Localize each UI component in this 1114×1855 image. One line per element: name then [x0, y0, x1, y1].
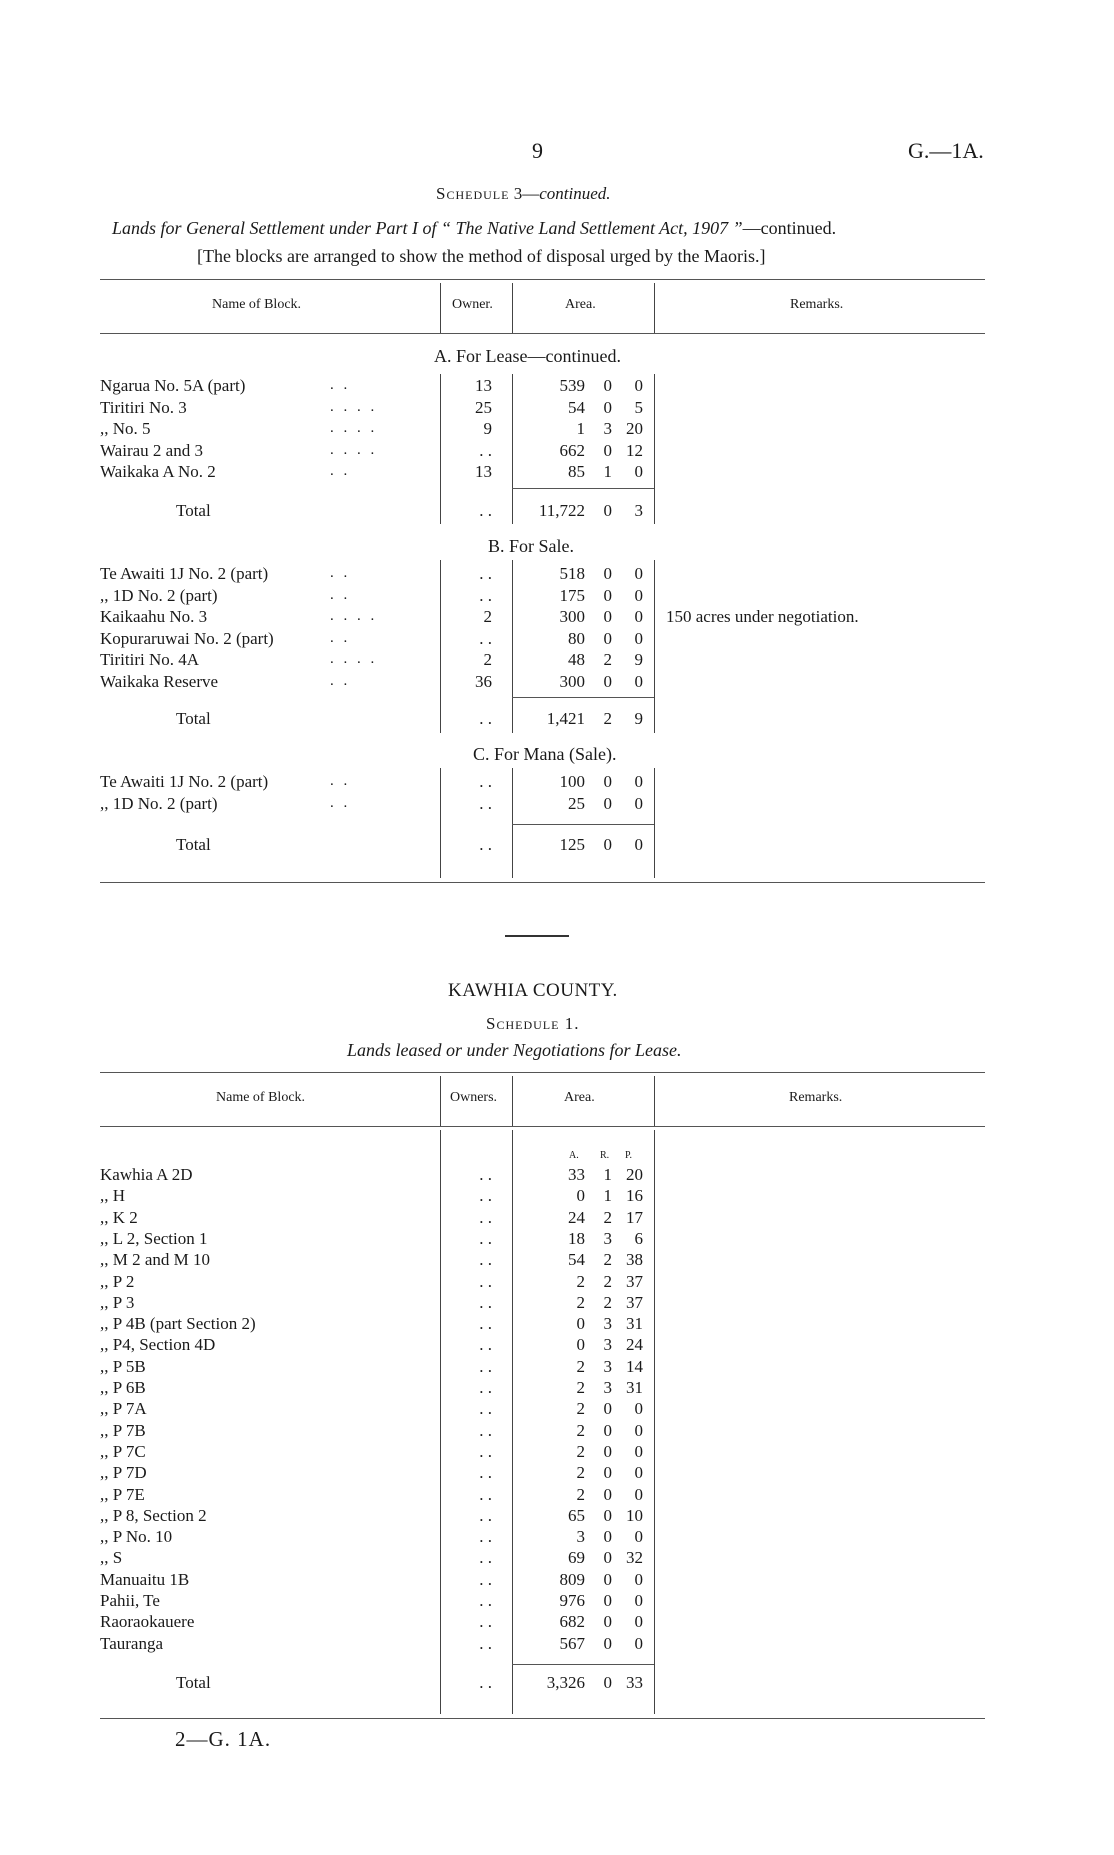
area-roods: 0 — [603, 376, 612, 395]
kawhia-schedule-title: Schedule 1. — [486, 1014, 580, 1033]
area-roods: 2 — [603, 1271, 612, 1291]
leader-dots: . . . . — [330, 398, 378, 415]
block-name: Te Awaiti 1J No. 2 (part) — [100, 564, 269, 583]
area-roods: 0 — [603, 1548, 612, 1568]
schedule-3-note: [The blocks are arranged to show the method of disposal urged by the Maoris.] — [197, 246, 766, 266]
total-row — [0, 708, 1114, 729]
area-roods: 3 — [603, 1228, 612, 1248]
table-row — [0, 1526, 1114, 1547]
area-perches: 0 — [634, 628, 643, 648]
block-name: Kaikaahu No. 3 — [100, 607, 208, 626]
area-acres: 300 — [559, 671, 585, 691]
owner-count: . . — [479, 1505, 492, 1525]
unit-perches: P. — [625, 1150, 632, 1161]
table-row — [0, 1633, 1114, 1654]
area-roods: 0 — [603, 564, 612, 583]
area-perches: 0 — [634, 793, 643, 813]
footer-signature: 2—G. 1A. — [175, 1727, 272, 1751]
table-row — [0, 397, 1114, 418]
section-separator — [505, 935, 569, 937]
area-perches: 0 — [634, 1420, 643, 1440]
block-name: Te Awaiti 1J No. 2 (part) — [100, 772, 269, 791]
area-acres: 3 — [576, 1527, 585, 1547]
owner-count: . . — [479, 1420, 492, 1440]
table-row — [0, 671, 1114, 692]
area-roods: 0 — [603, 835, 612, 854]
area-acres: 518 — [559, 564, 585, 583]
block-name: ,, P 4B (part Section 2) — [100, 1314, 256, 1334]
area-perches: 24 — [626, 1335, 643, 1355]
area-roods: 0 — [603, 440, 612, 460]
area-acres: 125 — [559, 835, 585, 854]
leader-dots: . . — [330, 773, 351, 789]
area-perches: 31 — [626, 1314, 643, 1334]
area-acres: 1,421 — [546, 709, 585, 728]
area-roods: 2 — [603, 650, 612, 669]
table-row — [0, 1547, 1114, 1568]
area-perches: 0 — [634, 1633, 643, 1653]
owner-count: 13 — [475, 462, 492, 481]
table-row — [0, 628, 1114, 649]
area-perches: 0 — [634, 772, 643, 791]
area-acres: 2 — [576, 1463, 585, 1483]
block-name: ,, P No. 10 — [100, 1527, 173, 1547]
area-acres: 567 — [559, 1633, 585, 1653]
area-acres: 11,722 — [538, 501, 585, 520]
table2-bottom-rule — [100, 1718, 985, 1719]
owner-count: . . — [479, 1441, 492, 1461]
area-acres: 175 — [559, 585, 585, 605]
area-acres: 2 — [576, 1484, 585, 1504]
table-row — [0, 771, 1114, 792]
block-name: Tiritiri No. 4A — [100, 650, 200, 669]
area-acres: 2 — [576, 1271, 585, 1291]
owner-count: 2 — [483, 607, 492, 626]
block-name: Manuaitu 1B — [100, 1569, 190, 1589]
owner-count: . . — [479, 1569, 492, 1589]
area-acres: 662 — [559, 440, 585, 460]
total-row — [0, 1672, 1114, 1693]
block-name: ,, K 2 — [100, 1207, 138, 1227]
leader-dots: . . . . — [330, 651, 378, 667]
subtitle-continued: —continued. — [742, 218, 837, 238]
leader-dots: . . . . — [330, 420, 378, 436]
block-name: Total — [176, 1673, 211, 1692]
leader-dots: . . . . — [330, 441, 378, 458]
table-row — [0, 1164, 1114, 1185]
area-acres: 3,326 — [546, 1673, 585, 1692]
area-acres: 809 — [559, 1569, 585, 1589]
area-acres: 2 — [576, 1399, 585, 1419]
owner-count: . . — [479, 1292, 492, 1312]
area-perches: 38 — [626, 1250, 643, 1270]
leader-dots: . . — [330, 377, 351, 393]
unit-acres: A. — [569, 1150, 579, 1161]
area-acres: 65 — [568, 1505, 585, 1525]
area-acres: 1 — [576, 419, 585, 438]
owner-count: . . — [479, 1484, 492, 1504]
area-acres: 300 — [559, 607, 585, 626]
area-perches: 20 — [626, 419, 643, 438]
owner-count: . . — [479, 1271, 492, 1291]
area-roods: 2 — [603, 1292, 612, 1312]
block-name: ,, 1D No. 2 (part) — [100, 793, 218, 813]
leader-dots: . . — [330, 794, 351, 811]
table-row — [0, 1292, 1114, 1313]
owner-count: . . — [479, 1463, 492, 1483]
leader-dots: . . — [330, 629, 351, 646]
area-acres: 33 — [568, 1165, 585, 1184]
owner-count: . . — [479, 1207, 492, 1227]
table2-top-rule — [100, 1072, 985, 1073]
block-name: Waikaka Reserve — [100, 671, 219, 691]
kawhia-col-header-owners: Owners. — [450, 1090, 498, 1105]
area-perches: 9 — [634, 650, 643, 669]
owner-count: . . — [479, 1591, 492, 1610]
area-roods: 0 — [603, 628, 612, 648]
block-name: Total — [176, 835, 211, 854]
owner-count: . . — [479, 585, 492, 605]
owner-count: . . — [479, 1314, 492, 1334]
block-name: Total — [176, 709, 211, 728]
area-acres: 0 — [576, 1314, 585, 1334]
leader-dots: . . . . — [330, 608, 378, 624]
kawhia-subtitle: Lands leased or under Negotiations for Lease. — [347, 1040, 682, 1060]
table1-bottom-rule — [100, 882, 985, 883]
block-name: Kawhia A 2D — [100, 1165, 193, 1184]
owner-count: . . — [479, 628, 492, 648]
table-row — [0, 563, 1114, 584]
owner-count: . . — [479, 1378, 492, 1397]
table-row — [0, 606, 1114, 627]
remarks: 150 acres under negotiation. — [666, 607, 859, 626]
block-name: ,, P 7E — [100, 1484, 145, 1504]
table-row — [0, 1420, 1114, 1441]
area-perches: 37 — [626, 1271, 643, 1291]
area-roods: 0 — [603, 1399, 612, 1419]
area-roods: 0 — [603, 1420, 612, 1440]
table-row — [0, 1441, 1114, 1462]
area-roods: 0 — [603, 1505, 612, 1525]
block-name: Raoraokauere — [100, 1612, 195, 1632]
table-row — [0, 1505, 1114, 1526]
col-header-name: Name of Block. — [212, 297, 302, 312]
area-acres: 0 — [576, 1186, 585, 1206]
area-roods: 2 — [603, 1250, 612, 1270]
block-name: ,, P 7B — [100, 1420, 146, 1440]
area-acres: 2 — [576, 1441, 585, 1461]
block-name: ,, L 2, Section 1 — [100, 1228, 208, 1248]
table1-top-rule — [100, 279, 985, 280]
owner-count: . . — [479, 1612, 492, 1632]
col-header-area: Area. — [565, 297, 596, 312]
owner-count: . . — [479, 1673, 492, 1692]
subtitle-italic: Lands for General Settlement under Part I of “ The Native Land Settlement Act, 1907 ” — [112, 218, 743, 238]
owner-count: . . — [479, 1399, 492, 1419]
area-perches: 32 — [626, 1548, 643, 1568]
table-row — [0, 461, 1114, 482]
schedule-number: 3— — [513, 184, 540, 203]
area-roods: 0 — [603, 1441, 612, 1461]
area-roods: 0 — [603, 1484, 612, 1504]
area-acres: 976 — [559, 1591, 585, 1610]
area-acres: 80 — [568, 628, 585, 648]
area-roods: 0 — [603, 1527, 612, 1547]
area-roods: 0 — [603, 585, 612, 605]
area-perches: 31 — [626, 1378, 643, 1397]
area-roods: 2 — [603, 1207, 612, 1227]
area-acres: 54 — [568, 1250, 585, 1270]
block-name: ,, P 7A — [100, 1399, 147, 1419]
area-roods: 0 — [603, 397, 612, 417]
table-row — [0, 585, 1114, 606]
block-name: ,, S — [100, 1548, 123, 1568]
owner-count: 13 — [475, 376, 492, 395]
area-perches: 0 — [634, 462, 643, 481]
owner-count: 25 — [475, 397, 492, 417]
owner-count: . . — [479, 1250, 492, 1270]
area-perches: 0 — [634, 1441, 643, 1461]
area-acres: 54 — [568, 397, 585, 417]
area-acres: 682 — [559, 1612, 585, 1632]
block-name: Waikaka A No. 2 — [100, 462, 216, 481]
owner-count: 36 — [475, 671, 492, 691]
area-perches: 0 — [634, 585, 643, 605]
area-perches: 17 — [626, 1207, 643, 1227]
leader-dots: . . — [330, 565, 351, 581]
area-perches: 10 — [626, 1505, 643, 1525]
owner-count: . . — [479, 1527, 492, 1547]
block-name: ,, P 2 — [100, 1271, 135, 1291]
area-roods: 0 — [603, 1569, 612, 1589]
area-acres: 100 — [559, 772, 585, 791]
col-header-owner: Owner. — [452, 297, 493, 312]
unit-roods: R. — [600, 1150, 610, 1161]
block-name: ,, M 2 and M 10 — [100, 1250, 211, 1270]
area-roods: 0 — [603, 1673, 612, 1692]
block-name: ,, H — [100, 1186, 126, 1206]
leader-dots: . . — [330, 672, 351, 689]
owner-count: . . — [479, 564, 492, 583]
section-a-heading: A. For Lease—continued. — [434, 346, 621, 366]
total-row — [0, 834, 1114, 855]
area-perches: 12 — [626, 440, 643, 460]
leader-dots: . . — [330, 586, 351, 603]
area-perches: 0 — [634, 671, 643, 691]
schedule-3-subtitle — [112, 218, 836, 239]
area-roods: 0 — [603, 671, 612, 691]
table-row — [0, 1249, 1114, 1270]
table-row — [0, 793, 1114, 814]
block-name: Tiritiri No. 3 — [100, 397, 187, 417]
area-roods: 0 — [603, 772, 612, 791]
area-roods: 0 — [603, 1591, 612, 1610]
block-name: ,, P 3 — [100, 1292, 135, 1312]
block-name: ,, 1D No. 2 (part) — [100, 585, 218, 605]
block-name: ,, P 7C — [100, 1441, 146, 1461]
area-roods: 3 — [603, 1356, 612, 1376]
area-roods: 3 — [603, 1335, 612, 1355]
owner-count: 9 — [483, 419, 492, 438]
area-perches: 33 — [626, 1673, 643, 1692]
table-row — [0, 1356, 1114, 1377]
area-perches: 0 — [634, 835, 643, 854]
area-roods: 0 — [603, 501, 612, 520]
area-roods: 0 — [603, 1633, 612, 1653]
area-roods: 0 — [603, 1612, 612, 1632]
area-perches: 0 — [634, 1463, 643, 1483]
area-perches: 5 — [634, 397, 643, 417]
area-perches: 0 — [634, 1569, 643, 1589]
table-row — [0, 649, 1114, 670]
table-row — [0, 1569, 1114, 1590]
kawhia-col-header-remarks: Remarks. — [789, 1090, 843, 1105]
area-roods: 1 — [603, 1165, 612, 1184]
kawhia-col-header-name: Name of Block. — [216, 1090, 306, 1105]
block-name: Total — [176, 501, 211, 520]
page-number: 9 — [532, 138, 543, 163]
table-row — [0, 1398, 1114, 1419]
owner-count: . . — [479, 1356, 492, 1376]
area-perches: 20 — [626, 1165, 643, 1184]
leader-dots: . . — [330, 463, 351, 479]
owner-count: 2 — [483, 650, 492, 669]
area-acres: 539 — [559, 376, 585, 395]
owner-count: . . — [479, 501, 492, 520]
schedule-3-title — [436, 184, 611, 204]
area-perches: 9 — [634, 709, 643, 728]
area-acres: 2 — [576, 1292, 585, 1312]
area-perches: 14 — [626, 1356, 643, 1376]
table-row — [0, 1377, 1114, 1398]
block-name: Ngarua No. 5A (part) — [100, 376, 246, 395]
area-acres: 85 — [568, 462, 585, 481]
owner-count: . . — [479, 1165, 492, 1184]
county-title: KAWHIA COUNTY. — [448, 980, 618, 1001]
area-roods: 3 — [603, 1378, 612, 1397]
area-acres: 25 — [568, 793, 585, 813]
table-row — [0, 418, 1114, 439]
area-perches: 0 — [634, 607, 643, 626]
area-roods: 1 — [603, 462, 612, 481]
block-name: ,, No. 5 — [100, 419, 151, 438]
area-roods: 2 — [603, 709, 612, 728]
table-row — [0, 1185, 1114, 1206]
table-row — [0, 1313, 1114, 1334]
table-row — [0, 1590, 1114, 1611]
table2-header-rule — [100, 1126, 985, 1127]
area-perches: 3 — [634, 501, 643, 520]
area-roods: 0 — [603, 793, 612, 813]
table-row — [0, 1207, 1114, 1228]
area-perches: 0 — [634, 1527, 643, 1547]
area-roods: 1 — [603, 1186, 612, 1206]
area-perches: 37 — [626, 1292, 643, 1312]
table-row — [0, 1484, 1114, 1505]
area-roods: 3 — [603, 1314, 612, 1334]
area-acres: 48 — [568, 650, 585, 669]
area-acres: 0 — [576, 1335, 585, 1355]
area-perches: 0 — [634, 1612, 643, 1632]
area-roods: 0 — [603, 1463, 612, 1483]
owner-count: . . — [479, 1548, 492, 1568]
owner-count: . . — [479, 709, 492, 728]
table-row — [0, 440, 1114, 461]
table-row — [0, 1462, 1114, 1483]
area-perches: 0 — [634, 1484, 643, 1504]
block-name: Wairau 2 and 3 — [100, 440, 203, 460]
area-perches: 16 — [626, 1186, 643, 1206]
table-row — [0, 1611, 1114, 1632]
table-row — [0, 1271, 1114, 1292]
owner-count: . . — [479, 1228, 492, 1248]
block-name: Tauranga — [100, 1633, 163, 1653]
area-roods: 3 — [603, 419, 612, 438]
area-perches: 0 — [634, 376, 643, 395]
document-reference: G.—1A. — [908, 138, 984, 163]
schedule-continued: continued. — [539, 184, 611, 203]
owner-count: . . — [479, 1335, 492, 1355]
area-acres: 2 — [576, 1420, 585, 1440]
table1-header-rule — [100, 333, 985, 334]
area-acres: 69 — [568, 1548, 585, 1568]
owner-count: . . — [479, 772, 492, 791]
area-acres: 2 — [576, 1378, 585, 1397]
owner-count: . . — [479, 793, 492, 813]
kawhia-col-header-area: Area. — [564, 1090, 595, 1105]
table-row — [0, 375, 1114, 396]
owner-count: . . — [479, 835, 492, 854]
block-name: ,, P 5B — [100, 1356, 146, 1376]
block-name: Pahii, Te — [100, 1591, 160, 1610]
total-row — [0, 500, 1114, 521]
section-b-heading: B. For Sale. — [488, 536, 575, 556]
block-name: ,, P4, Section 4D — [100, 1335, 216, 1355]
area-acres: 2 — [576, 1356, 585, 1376]
owner-count: . . — [479, 1633, 492, 1653]
table-row — [0, 1334, 1114, 1355]
owner-count: . . — [479, 1186, 492, 1206]
table-row — [0, 1228, 1114, 1249]
area-perches: 0 — [634, 1591, 643, 1610]
section-c-heading: C. For Mana (Sale). — [473, 744, 617, 764]
area-acres: 24 — [568, 1207, 585, 1227]
block-name: ,, P 7D — [100, 1463, 147, 1483]
block-name: ,, P 6B — [100, 1378, 146, 1397]
area-perches: 0 — [634, 1399, 643, 1419]
owner-count: . . — [479, 440, 492, 460]
block-name: ,, P 8, Section 2 — [100, 1505, 207, 1525]
col-header-remarks: Remarks. — [790, 297, 844, 312]
area-perches: 0 — [634, 564, 643, 583]
area-acres: 18 — [568, 1228, 585, 1248]
area-perches: 6 — [634, 1228, 643, 1248]
block-name: Kopuraruwai No. 2 (part) — [100, 628, 274, 648]
schedule-label: Schedule — [436, 184, 510, 203]
area-roods: 0 — [603, 607, 612, 626]
